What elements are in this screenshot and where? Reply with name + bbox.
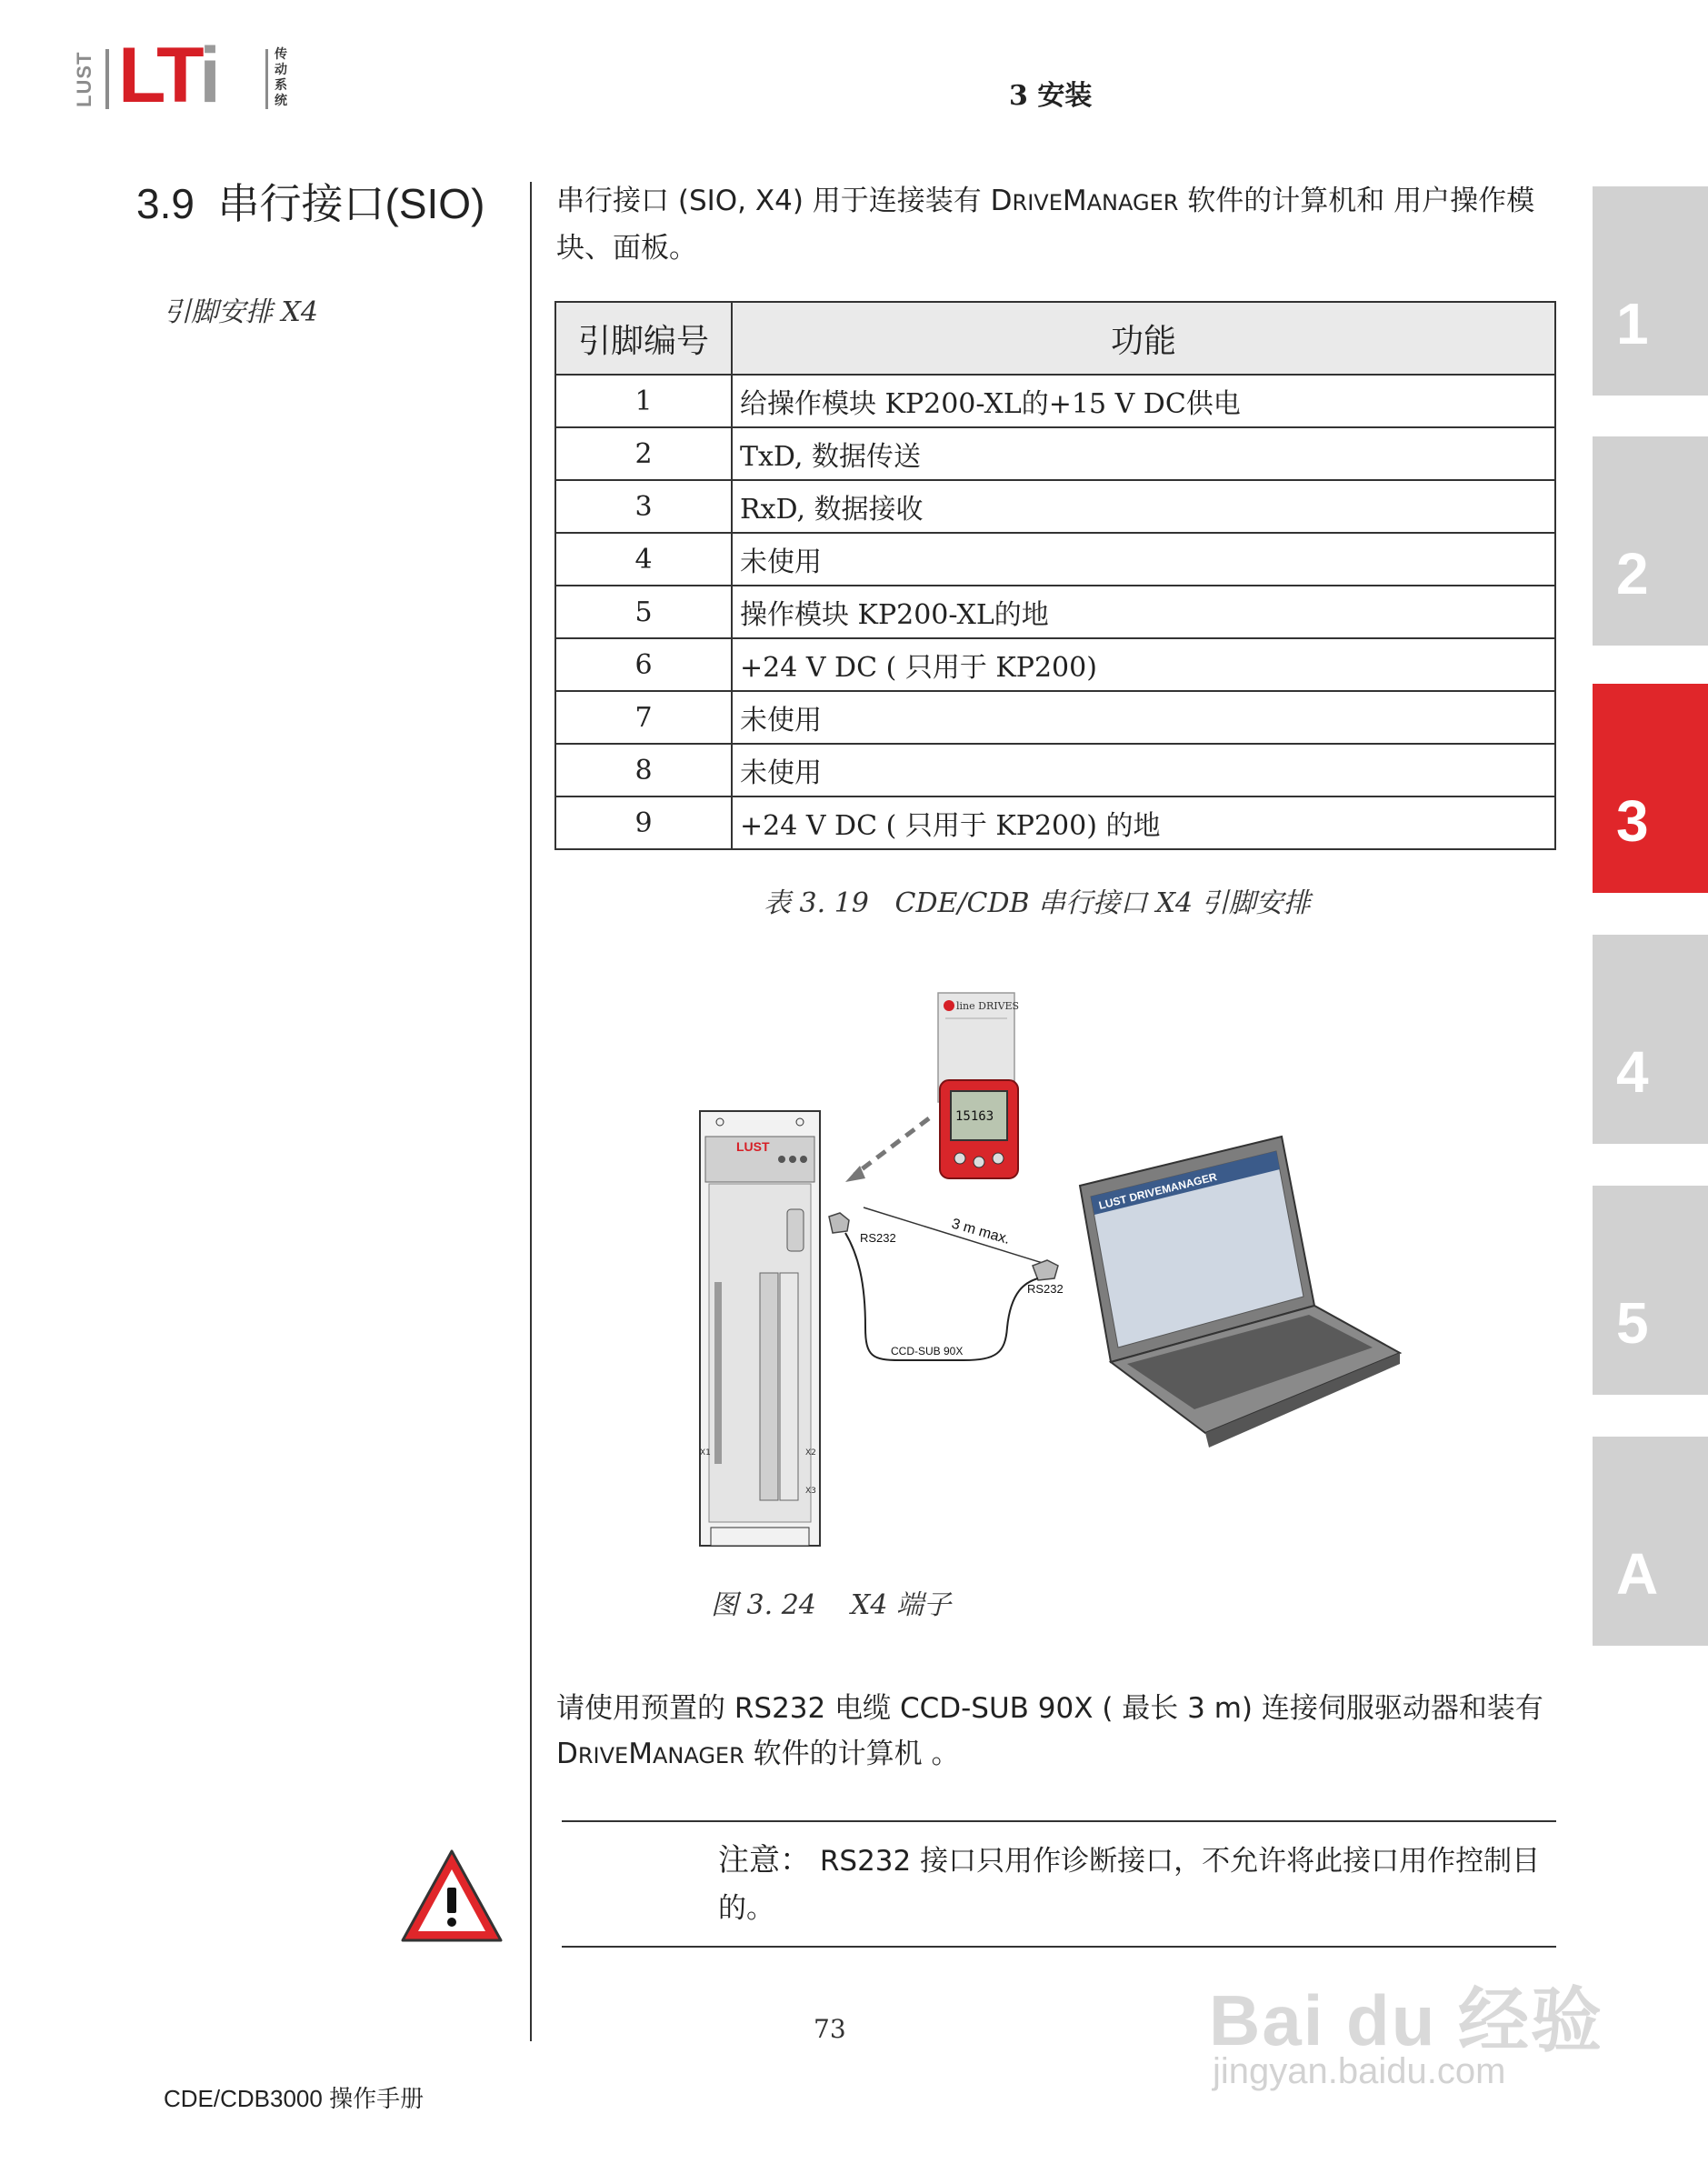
note-bottom-rule [562,1946,1556,1948]
laptop-illustration [1080,1137,1400,1448]
pin-cell: 7 [555,691,732,744]
table-row [555,586,1555,638]
pin-cell: 9 [555,796,732,849]
table-row [555,427,1555,480]
x3-label: X3 [805,1487,816,1496]
function-cell: RxD, 数据接收 [732,480,1555,533]
table-row [555,691,1555,744]
chapter-tab-1[interactable]: 1 [1593,186,1708,396]
side-label-pin-layout: 引脚安排 X4 [164,296,318,328]
usage-paragraph: 请使用预置的 RS232 电缆 CCD-SUB 90X ( 最长 3 m) 连接伺服驱动器和装有 DRIVEMANAGER 软件的计算机 。 [556,1692,1543,1770]
chapter-tab-5[interactable]: 5 [1593,1186,1708,1395]
page-number: 73 [814,2014,846,2044]
function-cell: TxD, 数据传送 [732,427,1555,480]
chapter-tab-a[interactable]: A [1593,1437,1708,1646]
note-label: 注意： [718,1842,811,1878]
distance-label: 3 m max. [949,1216,1012,1247]
function-cell: 操作模块 KP200-XL的地 [732,586,1555,638]
header-pin-number: 引脚编号 [555,302,732,375]
column-divider [530,182,532,2041]
cable-label: CCD-SUB 90X [891,1345,964,1357]
table-row [555,375,1555,427]
pin-cell: 8 [555,744,732,796]
watermark-line2: jingyan.baidu.com [1213,2051,1506,2091]
drive-unit-illustration [700,1111,820,1546]
table-row [555,796,1555,849]
section-title: 3.9 串行接口(SIO) [136,179,485,228]
intro-paragraph: 串行接口 (SIO, X4) 用于连接装有 DRIVEMANAGER 软件的计算机和 用户操作模块、面板。 [556,185,1535,265]
pin-cell: 4 [555,533,732,586]
pin-cell: 3 [555,480,732,533]
warning-triangle-icon [398,1846,505,1946]
pin-cell: 1 [555,375,732,427]
function-cell: 未使用 [732,744,1555,796]
note-text: 注意： RS232 接口只用作诊断接口，不允许将此接口用作控制目的。 [718,1842,1541,1925]
baidu-watermark [1209,1964,1609,2100]
drive-brand-text: LUST [736,1139,770,1154]
x2-label: X2 [805,1448,816,1458]
table-row [555,744,1555,796]
note-top-rule [562,1820,1556,1822]
chapter-tab-2[interactable]: 2 [1593,436,1708,646]
function-cell: 未使用 [732,533,1555,586]
x1-label: X1 [700,1448,711,1458]
card-brand-text: line DRIVES [956,1000,1020,1012]
pin-cell: 6 [555,638,732,691]
chapter-tab-3[interactable]: 3 [1593,684,1708,893]
laptop-screen-title: LUST DRIVEMANAGER [1097,1170,1219,1212]
logo-chinese-text: 传动系统 [275,47,287,108]
function-cell: +24 V DC ( 只用于 KP200) [732,638,1555,691]
header-function: 功能 [732,302,1555,375]
rs232-connector-left [829,1213,849,1233]
figure-caption: 图 3. 24 X4 端子 [711,1589,952,1621]
rs232-right-label: RS232 [1027,1282,1064,1296]
pin-cell: 2 [555,427,732,480]
x4-connection-figure [673,982,1454,1555]
pin-cell: 5 [555,586,732,638]
table-row [555,480,1555,533]
chapter-tab-4[interactable]: 4 [1593,935,1708,1144]
table-caption: 表 3. 19 CDE/CDB 串行接口 X4 引脚安排 [764,887,1311,919]
lti-logo [73,32,300,119]
chapter-heading: 3 安装 [1009,80,1093,112]
table-row [555,533,1555,586]
keypad-display: 15163 [955,1109,994,1124]
table-header-row [555,302,1555,375]
rs232-left-label: RS232 [860,1231,896,1245]
function-cell: +24 V DC ( 只用于 KP200) 的地 [732,796,1555,849]
function-cell: 未使用 [732,691,1555,744]
logo-lti-text: LTi [118,32,218,119]
dashed-arrow [854,1118,929,1175]
rs232-connector-right [1033,1260,1058,1280]
function-cell: 给操作模块 KP200-XL的+15 V DC供电 [732,375,1555,427]
table-row [555,638,1555,691]
watermark-line1: Bai du 经验 [1209,1980,1604,2060]
keypad-kp200-illustration [940,1080,1018,1178]
pin-assignment-table [554,301,1556,850]
logo-lust-text: LUST [73,51,95,107]
footer-manual-title: CDE/CDB3000 操作手册 [164,2085,425,2112]
